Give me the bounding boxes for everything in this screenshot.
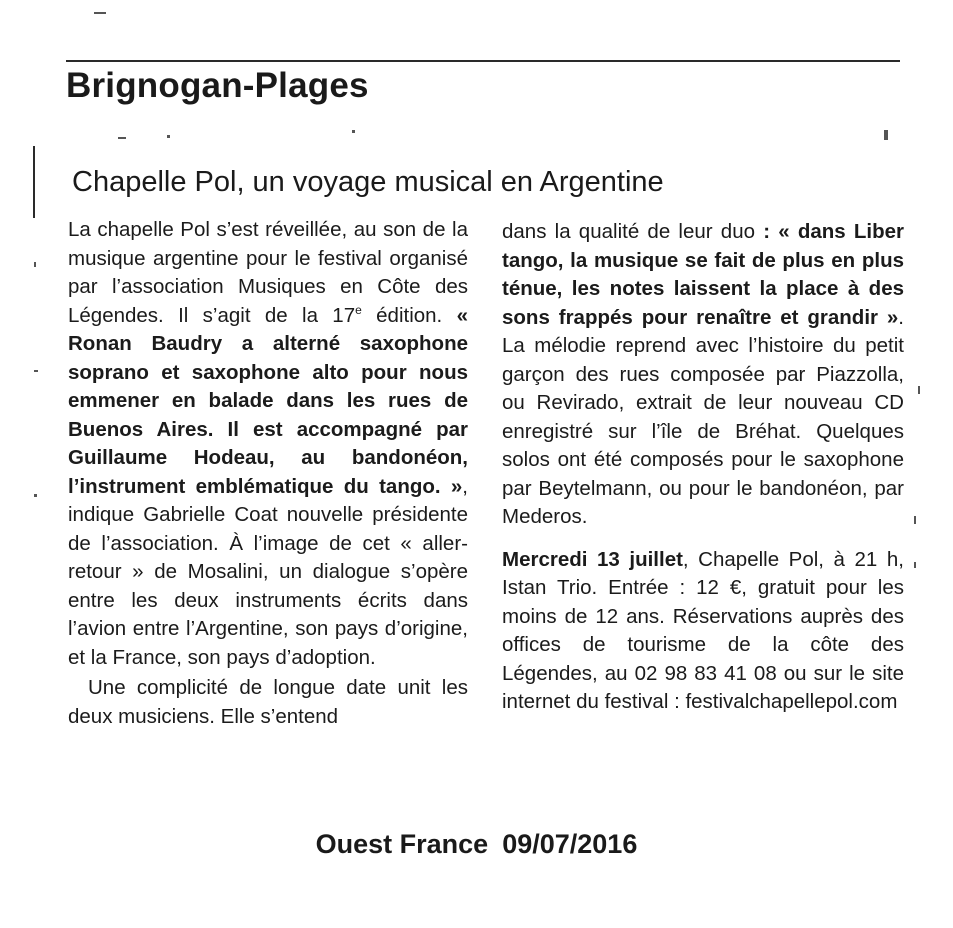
scan-speck — [918, 386, 920, 394]
scan-speck — [352, 130, 355, 133]
scan-speck — [118, 137, 126, 139]
event-details: , Chapelle Pol, à 21 h, Istan Trio. Entrée : 12 €, gratuit pour les moins de 12 ans. Réservations auprès des offices de tourisme de la côte des Légendes, au 02 98 83 41 08 ou sur le site internet du festival : festivalchapellepol.com — [502, 547, 904, 713]
source-caption — [0, 829, 953, 860]
article-paragraph-2 — [68, 674, 468, 731]
article-headline: Chapelle Pol, un voyage musical en Argentine — [72, 166, 664, 198]
top-rule — [66, 60, 900, 62]
section-title: Brignogan-Plages — [66, 66, 369, 105]
scan-speck — [94, 12, 106, 14]
column-rule — [33, 146, 35, 218]
quote-text: « Ronan Baudry a alterné saxophone soprano et saxophone alto pour nous emmener en balade dans les rues de Buenos Aires. Il est accompagné par Guillaume Hodeau, au bandonéon, l’instrument emblématique du tango. » — [68, 303, 469, 498]
article-paragraph-1 — [68, 216, 468, 672]
paragraph-text: édition. — [361, 303, 457, 327]
ordinal-suffix: e — [355, 302, 362, 317]
scan-speck — [34, 262, 36, 267]
quote-text: : « dans Liber tango, la musique se fait de plus en plus ténue, les notes laissent la place à des sons frappés pour renaître et grandir » — [502, 220, 904, 329]
article-column-left — [68, 216, 468, 731]
publication-date: 09/07/2016 — [502, 829, 638, 859]
scan-speck — [167, 135, 170, 138]
article-column-right — [502, 218, 904, 717]
event-info — [502, 546, 904, 717]
paragraph-text: . La mélodie reprend avec l’histoire du petit garçon des rues composée par Piazzolla, ou Revirado, extrait de leur nouveau CD enregistré sur l’île de Bréhat. Quelques solos ont été composés pour le saxophone par Beytelmann, ou pour le bandonéon, par Mederos. — [502, 305, 904, 528]
publication-name: Ouest France — [315, 829, 489, 859]
scan-speck — [914, 562, 916, 568]
paragraph-text: Une complicité de longue date unit les deux musiciens. Elle s’entend — [68, 676, 468, 728]
event-date: Mercredi 13 juillet — [502, 547, 683, 571]
scan-speck — [34, 370, 38, 372]
paragraph-text: , indique Gabrielle Coat nouvelle présidente de l’association. À l’image de cet « aller-retour » de Mosalini, un dialogue s’opère entre les deux instruments écrits dans l’avion entre l’Argentine, son pays d’origine, et la France, son pays d’adoption. — [68, 474, 468, 669]
article-paragraph-3 — [502, 218, 904, 532]
scan-speck — [884, 130, 888, 140]
paragraph-text: dans la qualité de leur duo — [502, 220, 764, 243]
scan-speck — [34, 494, 37, 497]
scan-speck — [914, 516, 916, 524]
paragraph-text: La chapelle Pol s’est réveillée, au son de la musique argentine pour le festival organisé par l’association Musiques en Côte des Légendes. Il s’agit de la 17 — [68, 218, 468, 327]
